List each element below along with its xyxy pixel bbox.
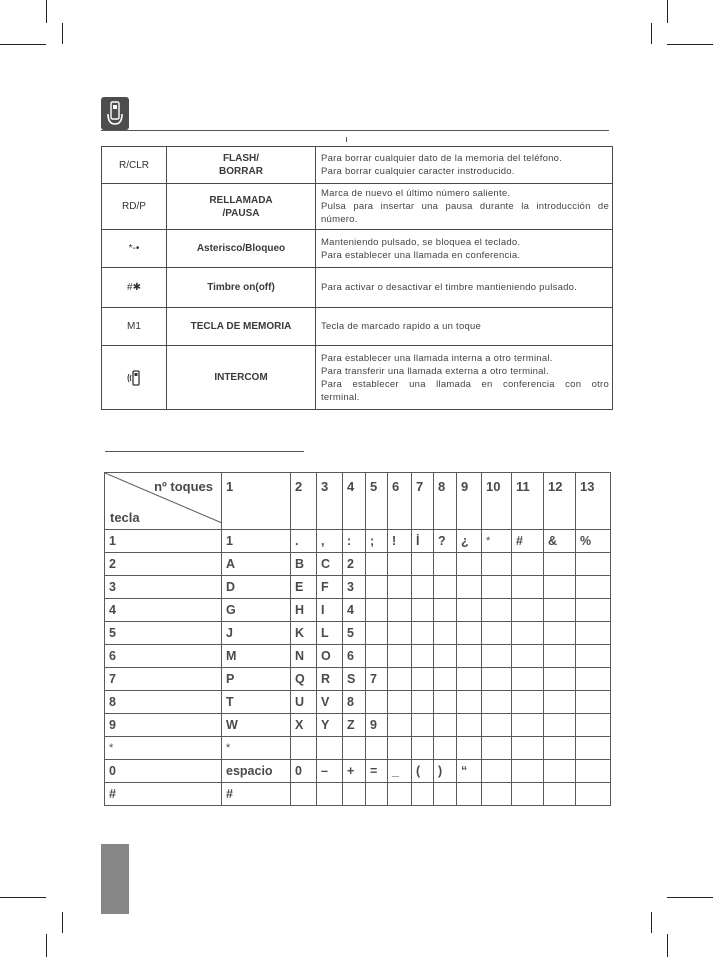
char-cell <box>388 691 412 714</box>
char-cell: ? <box>434 530 457 553</box>
row-key: 3 <box>105 576 222 599</box>
char-cell: I <box>317 599 343 622</box>
column-header: 1 <box>222 473 291 530</box>
char-cell <box>457 668 482 691</box>
char-cell: U <box>291 691 317 714</box>
character-map-table <box>104 472 611 806</box>
char-cell <box>544 576 576 599</box>
char-cell <box>366 691 388 714</box>
char-cell <box>482 668 512 691</box>
char-cell <box>457 553 482 576</box>
key-label <box>102 346 167 410</box>
char-cell <box>366 783 388 806</box>
row-key: 2 <box>105 553 222 576</box>
char-cell <box>482 645 512 668</box>
table-row <box>102 184 613 230</box>
char-cell: + <box>343 760 366 783</box>
char-cell: P <box>222 668 291 691</box>
char-cell: “ <box>457 760 482 783</box>
char-cell <box>366 576 388 599</box>
char-cell: O <box>317 645 343 668</box>
char-cell: ! <box>388 530 412 553</box>
char-cell <box>457 783 482 806</box>
char-cell: & <box>544 530 576 553</box>
subsection-rule <box>105 451 304 452</box>
column-header: 6 <box>388 473 412 530</box>
char-cell: * <box>222 737 291 760</box>
char-cell <box>366 645 388 668</box>
phone-section-icon <box>101 97 129 130</box>
char-cell <box>388 622 412 645</box>
char-cell <box>434 622 457 645</box>
char-cell <box>412 714 434 737</box>
char-cell: V <box>317 691 343 714</box>
char-cell <box>388 783 412 806</box>
char-cell <box>512 691 544 714</box>
intercom-handset-icon <box>127 370 141 386</box>
char-cell: Q <box>291 668 317 691</box>
crop-mark <box>0 44 46 45</box>
char-cell <box>482 622 512 645</box>
char-cell: ¿ <box>457 530 482 553</box>
char-cell <box>482 553 512 576</box>
function-description: Para borrar cualquier dato de la memoria del teléfono. Para borrar cualquier caracter instroducido. <box>316 147 613 184</box>
key-label: R/CLR <box>102 147 167 184</box>
column-header: 10 <box>482 473 512 530</box>
presses-label: nº toques <box>154 479 213 494</box>
char-cell: 7 <box>366 668 388 691</box>
char-cell <box>388 553 412 576</box>
char-cell <box>412 622 434 645</box>
function-label: FLASH/ BORRAR <box>167 147 316 184</box>
char-cell: 1 <box>222 530 291 553</box>
corner-header <box>105 473 222 530</box>
char-cell <box>434 553 457 576</box>
char-cell <box>343 737 366 760</box>
row-key: 0 <box>105 760 222 783</box>
crop-mark <box>0 897 46 898</box>
char-cell <box>512 714 544 737</box>
char-cell: S <box>343 668 366 691</box>
char-cell: W <box>222 714 291 737</box>
crop-mark <box>62 23 63 44</box>
key-header-label: tecla <box>110 510 140 525</box>
char-cell <box>457 714 482 737</box>
char-cell <box>512 576 544 599</box>
column-header: 13 <box>576 473 611 530</box>
row-key: # <box>105 783 222 806</box>
function-description: Tecla de marcado rapido a un toque <box>316 308 613 346</box>
char-cell: 8 <box>343 691 366 714</box>
char-cell: : <box>343 530 366 553</box>
char-cell: , <box>317 530 343 553</box>
char-cell <box>434 645 457 668</box>
char-cell <box>412 599 434 622</box>
char-cell <box>576 783 611 806</box>
char-cell <box>366 737 388 760</box>
char-cell <box>412 737 434 760</box>
char-cell <box>434 668 457 691</box>
char-cell <box>412 576 434 599</box>
function-label: INTERCOM <box>167 346 316 410</box>
function-description: Manteniendo pulsado, se bloquea el teclado. Para establecer una llamada en conferencia. <box>316 230 613 268</box>
crop-mark <box>667 0 668 23</box>
char-cell <box>434 576 457 599</box>
char-cell <box>512 760 544 783</box>
char-cell: B <box>291 553 317 576</box>
char-cell <box>576 576 611 599</box>
char-cell: . <box>291 530 317 553</box>
function-description: Marca de nuevo el último número saliente. Pulsa para insertar una pausa durante la introducción de número. <box>316 184 613 230</box>
char-cell <box>512 737 544 760</box>
table-row <box>102 147 613 184</box>
table-row <box>105 553 611 576</box>
char-cell: R <box>317 668 343 691</box>
column-header: 9 <box>457 473 482 530</box>
char-cell <box>412 668 434 691</box>
column-header: 11 <box>512 473 544 530</box>
row-key: 4 <box>105 599 222 622</box>
key-label: RD/P <box>102 184 167 230</box>
char-cell <box>576 691 611 714</box>
char-cell <box>576 760 611 783</box>
char-cell <box>434 783 457 806</box>
char-cell: 9 <box>366 714 388 737</box>
header-row <box>105 473 611 530</box>
char-cell: F <box>317 576 343 599</box>
char-cell: 6 <box>343 645 366 668</box>
char-cell <box>544 691 576 714</box>
char-cell <box>576 668 611 691</box>
char-cell: J <box>222 622 291 645</box>
char-cell: Z <box>343 714 366 737</box>
table-row <box>105 576 611 599</box>
table-row <box>105 714 611 737</box>
char-cell: D <box>222 576 291 599</box>
function-label: Asterisco/Bloqueo <box>167 230 316 268</box>
crop-mark <box>46 0 47 23</box>
char-cell <box>388 714 412 737</box>
char-cell <box>576 599 611 622</box>
char-cell: H <box>291 599 317 622</box>
char-cell <box>457 622 482 645</box>
char-cell <box>482 576 512 599</box>
char-cell: C <box>317 553 343 576</box>
char-cell <box>482 737 512 760</box>
char-cell <box>343 783 366 806</box>
table-row <box>102 230 613 268</box>
char-cell <box>512 622 544 645</box>
char-cell: % <box>576 530 611 553</box>
column-header: 4 <box>343 473 366 530</box>
char-cell <box>576 737 611 760</box>
char-cell: Y <box>317 714 343 737</box>
char-cell: espacio <box>222 760 291 783</box>
table-row <box>105 599 611 622</box>
char-cell <box>544 760 576 783</box>
char-cell <box>317 737 343 760</box>
char-cell <box>512 668 544 691</box>
char-cell <box>366 599 388 622</box>
rule-tick <box>346 137 347 142</box>
function-label: TECLA DE MEMORIA <box>167 308 316 346</box>
char-cell <box>482 599 512 622</box>
char-cell: ( <box>412 760 434 783</box>
char-cell <box>512 599 544 622</box>
table-row <box>102 308 613 346</box>
char-cell: 5 <box>343 622 366 645</box>
char-cell: K <box>291 622 317 645</box>
char-cell: N <box>291 645 317 668</box>
key-label: M1 <box>102 308 167 346</box>
function-label: Timbre on(off) <box>167 268 316 308</box>
char-cell: 2 <box>343 553 366 576</box>
column-header: 12 <box>544 473 576 530</box>
char-cell: 0 <box>291 760 317 783</box>
char-cell: ) <box>434 760 457 783</box>
char-cell <box>412 553 434 576</box>
table-row <box>105 760 611 783</box>
char-cell <box>366 553 388 576</box>
row-key: 6 <box>105 645 222 668</box>
char-cell: = <box>366 760 388 783</box>
table-row <box>105 530 611 553</box>
char-cell <box>412 691 434 714</box>
char-cell: L <box>317 622 343 645</box>
crop-mark <box>667 934 668 957</box>
char-cell: T <box>222 691 291 714</box>
char-cell <box>457 691 482 714</box>
crop-mark <box>651 912 652 933</box>
char-cell <box>434 714 457 737</box>
column-header: 7 <box>412 473 434 530</box>
page-tab <box>101 844 129 914</box>
char-cell <box>457 599 482 622</box>
char-cell <box>434 691 457 714</box>
char-cell <box>576 714 611 737</box>
char-cell <box>544 714 576 737</box>
char-cell <box>482 760 512 783</box>
char-cell <box>482 691 512 714</box>
char-cell <box>388 668 412 691</box>
char-cell: M <box>222 645 291 668</box>
char-cell <box>544 645 576 668</box>
char-cell: X <box>291 714 317 737</box>
char-cell <box>576 553 611 576</box>
table-row <box>105 783 611 806</box>
row-key: 1 <box>105 530 222 553</box>
section-rule <box>101 130 609 131</box>
char-cell <box>388 576 412 599</box>
row-key: 9 <box>105 714 222 737</box>
key-label: *-• <box>102 230 167 268</box>
function-description: Para activar o desactivar el timbre mantieniendo pulsado. <box>316 268 613 308</box>
char-cell: # <box>222 783 291 806</box>
function-label: RELLAMADA /PAUSA <box>167 184 316 230</box>
char-cell <box>482 714 512 737</box>
table-row <box>102 346 613 410</box>
char-cell <box>388 599 412 622</box>
row-key: 7 <box>105 668 222 691</box>
function-description: Para establecer una llamada interna a otro terminal. Para transferir una llamada externa a otro terminal. Para establecer una llamada en conferencia con otro terminal. <box>316 346 613 410</box>
char-cell <box>434 599 457 622</box>
char-cell <box>457 576 482 599</box>
char-cell <box>291 783 317 806</box>
char-cell <box>366 622 388 645</box>
char-cell <box>544 668 576 691</box>
char-cell: 3 <box>343 576 366 599</box>
table-row <box>105 668 611 691</box>
crop-mark <box>667 897 713 898</box>
char-cell <box>544 737 576 760</box>
key-functions-table <box>101 146 613 410</box>
table-row <box>105 737 611 760</box>
char-cell: ; <box>366 530 388 553</box>
char-cell <box>412 783 434 806</box>
char-cell: _ <box>388 760 412 783</box>
char-cell <box>544 783 576 806</box>
char-cell: * <box>482 530 512 553</box>
char-cell <box>388 737 412 760</box>
char-cell <box>412 645 434 668</box>
char-cell: E <box>291 576 317 599</box>
char-cell <box>388 645 412 668</box>
column-header: 3 <box>317 473 343 530</box>
char-cell <box>317 783 343 806</box>
char-cell <box>457 737 482 760</box>
table-row <box>105 645 611 668</box>
char-cell <box>482 783 512 806</box>
crop-mark <box>667 44 713 45</box>
crop-mark <box>651 23 652 44</box>
table-row <box>105 622 611 645</box>
char-cell <box>457 645 482 668</box>
char-cell <box>576 645 611 668</box>
char-cell <box>291 737 317 760</box>
char-cell <box>434 737 457 760</box>
row-key: 5 <box>105 622 222 645</box>
crop-mark <box>62 912 63 933</box>
row-key: * <box>105 737 222 760</box>
char-cell <box>544 553 576 576</box>
char-cell <box>544 622 576 645</box>
column-header: 5 <box>366 473 388 530</box>
char-cell <box>576 622 611 645</box>
char-cell: # <box>512 530 544 553</box>
key-label: #✱ <box>102 268 167 308</box>
char-cell <box>512 783 544 806</box>
table-row <box>105 691 611 714</box>
char-cell <box>512 645 544 668</box>
char-cell <box>544 599 576 622</box>
char-cell: İ <box>412 530 434 553</box>
column-header: 8 <box>434 473 457 530</box>
char-cell: A <box>222 553 291 576</box>
char-cell: – <box>317 760 343 783</box>
table-row <box>102 268 613 308</box>
column-header: 2 <box>291 473 317 530</box>
char-cell: 4 <box>343 599 366 622</box>
char-cell: G <box>222 599 291 622</box>
char-cell <box>512 553 544 576</box>
row-key: 8 <box>105 691 222 714</box>
crop-mark <box>46 934 47 957</box>
